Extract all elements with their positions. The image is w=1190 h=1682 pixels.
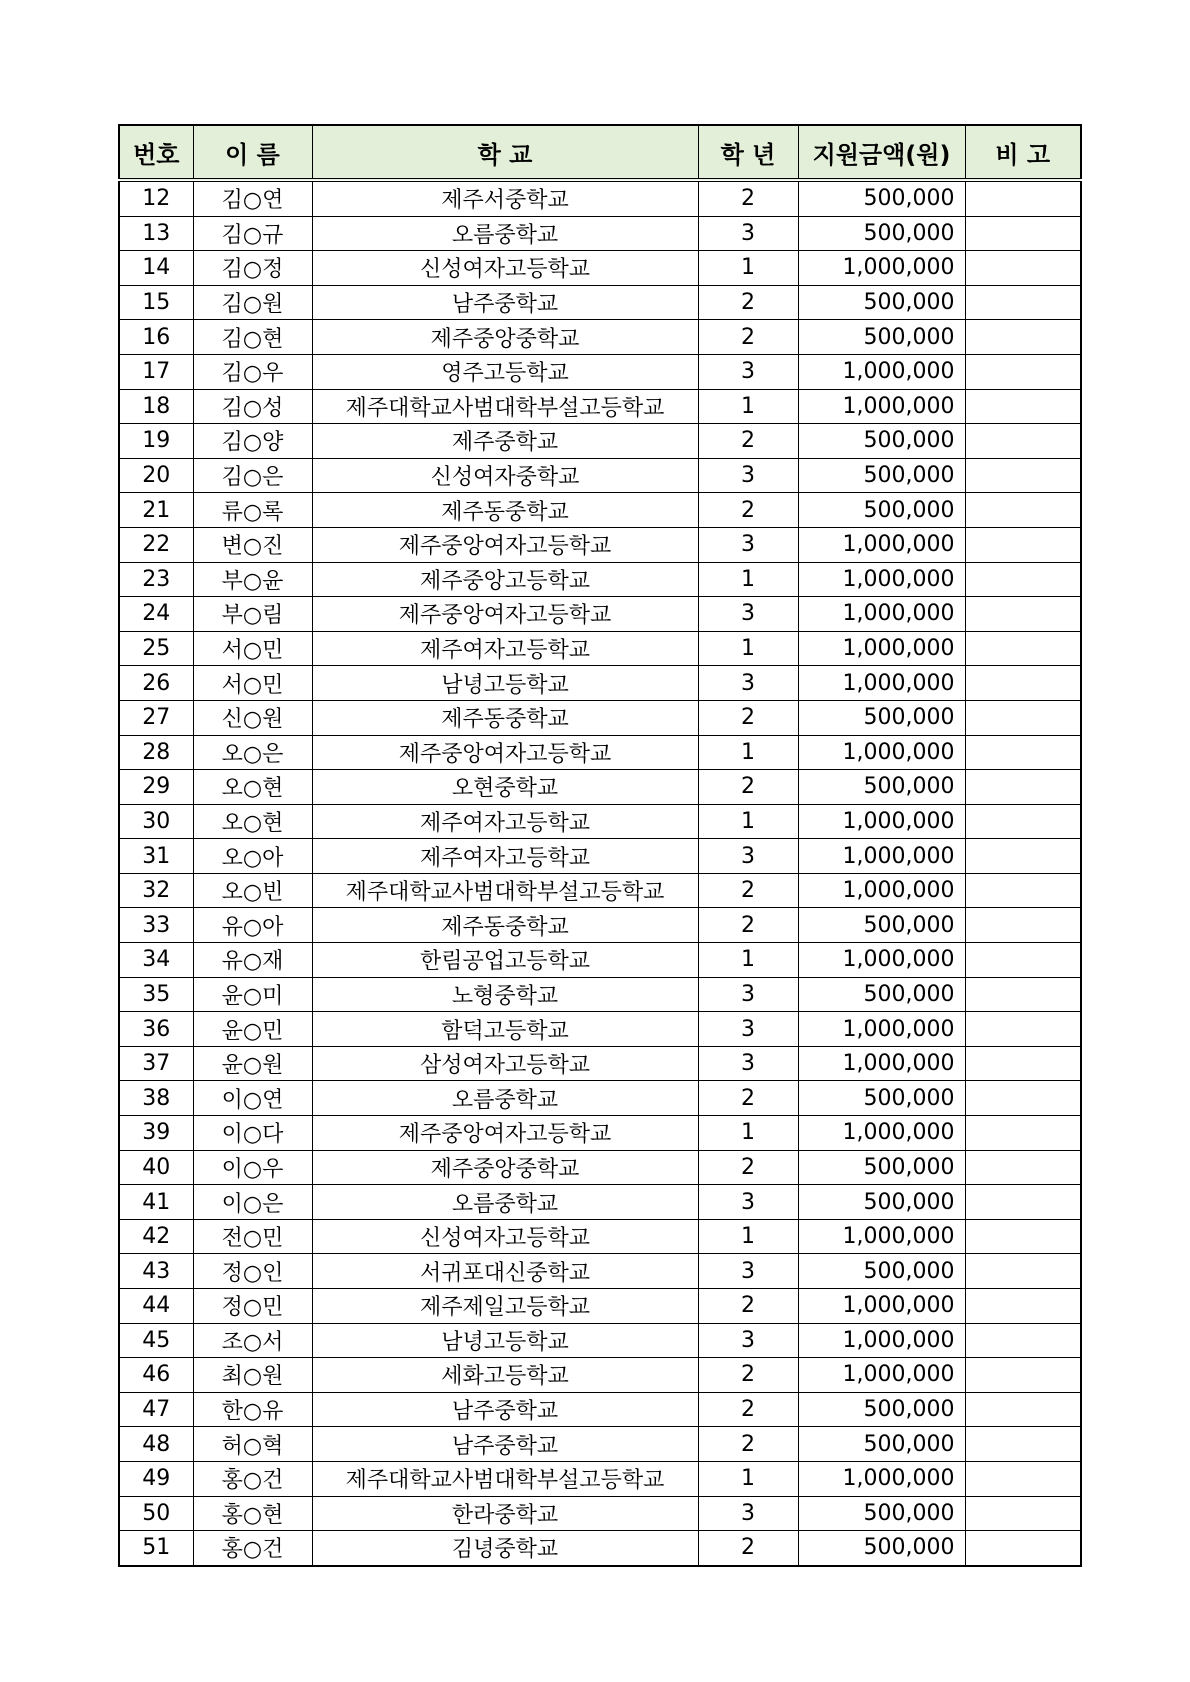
cell-note xyxy=(965,1289,1081,1324)
cell-grade: 3 xyxy=(698,527,798,562)
cell-school: 신성여자고등학교 xyxy=(312,251,698,286)
cell-school: 신성여자고등학교 xyxy=(312,1219,698,1254)
cell-note xyxy=(965,666,1081,701)
cell-number: 32 xyxy=(119,873,193,908)
cell-school: 세화고등학교 xyxy=(312,1358,698,1393)
cell-note xyxy=(965,1531,1081,1566)
cell-grade: 3 xyxy=(698,977,798,1012)
cell-amount: 1,000,000 xyxy=(798,1461,965,1496)
cell-name: 홍○건 xyxy=(193,1531,312,1566)
table-row xyxy=(119,666,1081,701)
cell-note xyxy=(965,251,1081,286)
cell-amount: 1,000,000 xyxy=(798,1219,965,1254)
cell-school: 제주동중학교 xyxy=(312,493,698,528)
cell-note xyxy=(965,1150,1081,1185)
table-row xyxy=(119,1012,1081,1047)
cell-note xyxy=(965,943,1081,978)
cell-name: 이○우 xyxy=(193,1150,312,1185)
cell-name: 오○현 xyxy=(193,770,312,805)
cell-amount: 1,000,000 xyxy=(798,354,965,389)
cell-grade: 2 xyxy=(698,873,798,908)
cell-school: 제주여자고등학교 xyxy=(312,839,698,874)
cell-school: 제주여자고등학교 xyxy=(312,631,698,666)
cell-grade: 2 xyxy=(698,424,798,459)
cell-school: 남주중학교 xyxy=(312,1392,698,1427)
cell-amount: 500,000 xyxy=(798,493,965,528)
cell-number: 35 xyxy=(119,977,193,1012)
cell-school: 제주제일고등학교 xyxy=(312,1289,698,1324)
cell-note xyxy=(965,424,1081,459)
cell-grade: 2 xyxy=(698,320,798,355)
cell-amount: 1,000,000 xyxy=(798,1012,965,1047)
cell-number: 23 xyxy=(119,562,193,597)
cell-note xyxy=(965,1116,1081,1151)
cell-grade: 1 xyxy=(698,1219,798,1254)
cell-number: 17 xyxy=(119,354,193,389)
cell-note xyxy=(965,1185,1081,1220)
cell-note xyxy=(965,1496,1081,1531)
table-row xyxy=(119,562,1081,597)
table-body xyxy=(119,180,1081,1566)
cell-school: 오름중학교 xyxy=(312,1081,698,1116)
cell-note xyxy=(965,180,1081,216)
cell-name: 조○서 xyxy=(193,1323,312,1358)
cell-number: 16 xyxy=(119,320,193,355)
cell-number: 41 xyxy=(119,1185,193,1220)
cell-amount: 1,000,000 xyxy=(798,1289,965,1324)
cell-note xyxy=(965,562,1081,597)
cell-amount: 500,000 xyxy=(798,1254,965,1289)
cell-note xyxy=(965,839,1081,874)
cell-name: 부○윤 xyxy=(193,562,312,597)
cell-note xyxy=(965,1358,1081,1393)
cell-school: 오름중학교 xyxy=(312,216,698,251)
header-number: 번호 xyxy=(119,125,193,180)
cell-name: 류○록 xyxy=(193,493,312,528)
cell-name: 신○원 xyxy=(193,700,312,735)
cell-name: 정○민 xyxy=(193,1289,312,1324)
cell-school: 제주중앙여자고등학교 xyxy=(312,597,698,632)
cell-school: 제주서중학교 xyxy=(312,180,698,216)
cell-number: 22 xyxy=(119,527,193,562)
cell-amount: 1,000,000 xyxy=(798,562,965,597)
cell-number: 28 xyxy=(119,735,193,770)
cell-school: 오름중학교 xyxy=(312,1185,698,1220)
cell-amount: 500,000 xyxy=(798,180,965,216)
cell-name: 김○성 xyxy=(193,389,312,424)
table-row xyxy=(119,285,1081,320)
cell-grade: 3 xyxy=(698,1185,798,1220)
cell-name: 부○림 xyxy=(193,597,312,632)
cell-school: 오현중학교 xyxy=(312,770,698,805)
cell-school: 한라중학교 xyxy=(312,1496,698,1531)
cell-note xyxy=(965,1461,1081,1496)
cell-name: 윤○미 xyxy=(193,977,312,1012)
table-row xyxy=(119,1323,1081,1358)
cell-amount: 500,000 xyxy=(798,1427,965,1462)
cell-school: 남녕고등학교 xyxy=(312,666,698,701)
cell-amount: 1,000,000 xyxy=(798,804,965,839)
header-row xyxy=(119,125,1081,180)
table-row xyxy=(119,908,1081,943)
table-row xyxy=(119,458,1081,493)
cell-number: 26 xyxy=(119,666,193,701)
cell-number: 25 xyxy=(119,631,193,666)
cell-note xyxy=(965,1323,1081,1358)
cell-school: 제주중앙여자고등학교 xyxy=(312,527,698,562)
cell-note xyxy=(965,1254,1081,1289)
cell-amount: 500,000 xyxy=(798,700,965,735)
cell-number: 46 xyxy=(119,1358,193,1393)
cell-amount: 1,000,000 xyxy=(798,631,965,666)
cell-school: 제주중앙중학교 xyxy=(312,1150,698,1185)
cell-grade: 3 xyxy=(698,1046,798,1081)
cell-name: 김○양 xyxy=(193,424,312,459)
cell-amount: 500,000 xyxy=(798,908,965,943)
cell-school: 제주여자고등학교 xyxy=(312,804,698,839)
cell-number: 31 xyxy=(119,839,193,874)
cell-note xyxy=(965,1219,1081,1254)
cell-note xyxy=(965,320,1081,355)
cell-note xyxy=(965,1427,1081,1462)
cell-note xyxy=(965,1081,1081,1116)
table-row xyxy=(119,804,1081,839)
cell-amount: 500,000 xyxy=(798,1185,965,1220)
table-row xyxy=(119,1531,1081,1566)
cell-school: 제주중앙고등학교 xyxy=(312,562,698,597)
cell-amount: 500,000 xyxy=(798,285,965,320)
cell-number: 48 xyxy=(119,1427,193,1462)
cell-name: 서○민 xyxy=(193,631,312,666)
cell-name: 김○규 xyxy=(193,216,312,251)
cell-grade: 3 xyxy=(698,1254,798,1289)
cell-number: 27 xyxy=(119,700,193,735)
cell-name: 전○민 xyxy=(193,1219,312,1254)
cell-name: 허○혁 xyxy=(193,1427,312,1462)
cell-name: 한○유 xyxy=(193,1392,312,1427)
cell-school: 제주중학교 xyxy=(312,424,698,459)
cell-number: 34 xyxy=(119,943,193,978)
cell-number: 47 xyxy=(119,1392,193,1427)
cell-name: 서○민 xyxy=(193,666,312,701)
table-row xyxy=(119,700,1081,735)
cell-number: 30 xyxy=(119,804,193,839)
cell-name: 김○현 xyxy=(193,320,312,355)
table-row xyxy=(119,1219,1081,1254)
cell-name: 홍○현 xyxy=(193,1496,312,1531)
cell-note xyxy=(965,631,1081,666)
cell-grade: 2 xyxy=(698,770,798,805)
cell-name: 변○진 xyxy=(193,527,312,562)
cell-name: 정○인 xyxy=(193,1254,312,1289)
cell-name: 윤○원 xyxy=(193,1046,312,1081)
cell-grade: 3 xyxy=(698,1323,798,1358)
header-amount: 지원금액(원) xyxy=(798,125,965,180)
cell-amount: 1,000,000 xyxy=(798,1046,965,1081)
cell-name: 김○은 xyxy=(193,458,312,493)
cell-note xyxy=(965,908,1081,943)
cell-note xyxy=(965,1046,1081,1081)
cell-grade: 2 xyxy=(698,1081,798,1116)
cell-name: 윤○민 xyxy=(193,1012,312,1047)
cell-amount: 1,000,000 xyxy=(798,873,965,908)
table-row xyxy=(119,597,1081,632)
cell-note xyxy=(965,597,1081,632)
cell-name: 이○연 xyxy=(193,1081,312,1116)
cell-note xyxy=(965,458,1081,493)
cell-number: 43 xyxy=(119,1254,193,1289)
cell-number: 40 xyxy=(119,1150,193,1185)
cell-number: 21 xyxy=(119,493,193,528)
cell-amount: 1,000,000 xyxy=(798,943,965,978)
cell-note xyxy=(965,493,1081,528)
cell-amount: 1,000,000 xyxy=(798,389,965,424)
cell-note xyxy=(965,1392,1081,1427)
table-row xyxy=(119,424,1081,459)
cell-name: 이○은 xyxy=(193,1185,312,1220)
cell-grade: 3 xyxy=(698,839,798,874)
cell-amount: 500,000 xyxy=(798,1392,965,1427)
cell-school: 제주동중학교 xyxy=(312,700,698,735)
cell-number: 44 xyxy=(119,1289,193,1324)
cell-grade: 3 xyxy=(698,597,798,632)
table-row xyxy=(119,251,1081,286)
table-row xyxy=(119,1254,1081,1289)
cell-name: 유○재 xyxy=(193,943,312,978)
cell-amount: 1,000,000 xyxy=(798,1358,965,1393)
cell-school: 제주대학교사범대학부설고등학교 xyxy=(312,1461,698,1496)
cell-number: 37 xyxy=(119,1046,193,1081)
cell-name: 김○정 xyxy=(193,251,312,286)
table-row xyxy=(119,1081,1081,1116)
cell-grade: 1 xyxy=(698,631,798,666)
cell-amount: 1,000,000 xyxy=(798,666,965,701)
cell-note xyxy=(965,804,1081,839)
table-row xyxy=(119,1185,1081,1220)
cell-school: 제주중앙여자고등학교 xyxy=(312,735,698,770)
cell-number: 33 xyxy=(119,908,193,943)
table-row xyxy=(119,631,1081,666)
table-row xyxy=(119,1496,1081,1531)
table-row xyxy=(119,977,1081,1012)
cell-school: 노형중학교 xyxy=(312,977,698,1012)
table-row xyxy=(119,873,1081,908)
cell-amount: 500,000 xyxy=(798,977,965,1012)
cell-note xyxy=(965,354,1081,389)
cell-grade: 2 xyxy=(698,1150,798,1185)
cell-note xyxy=(965,977,1081,1012)
cell-grade: 1 xyxy=(698,735,798,770)
cell-number: 12 xyxy=(119,180,193,216)
cell-grade: 3 xyxy=(698,1496,798,1531)
cell-name: 오○아 xyxy=(193,839,312,874)
table-row xyxy=(119,1150,1081,1185)
cell-name: 오○현 xyxy=(193,804,312,839)
cell-grade: 1 xyxy=(698,1461,798,1496)
cell-number: 15 xyxy=(119,285,193,320)
table-row xyxy=(119,770,1081,805)
table-header xyxy=(119,125,1081,180)
table-row xyxy=(119,1358,1081,1393)
cell-grade: 2 xyxy=(698,180,798,216)
cell-note xyxy=(965,700,1081,735)
table-row xyxy=(119,1427,1081,1462)
cell-school: 제주중앙여자고등학교 xyxy=(312,1116,698,1151)
cell-name: 홍○건 xyxy=(193,1461,312,1496)
cell-grade: 2 xyxy=(698,1427,798,1462)
cell-amount: 1,000,000 xyxy=(798,597,965,632)
cell-number: 38 xyxy=(119,1081,193,1116)
cell-grade: 1 xyxy=(698,562,798,597)
cell-amount: 500,000 xyxy=(798,320,965,355)
table-row xyxy=(119,320,1081,355)
cell-grade: 3 xyxy=(698,1012,798,1047)
cell-number: 36 xyxy=(119,1012,193,1047)
cell-school: 함덕고등학교 xyxy=(312,1012,698,1047)
cell-number: 14 xyxy=(119,251,193,286)
cell-grade: 1 xyxy=(698,1116,798,1151)
cell-grade: 1 xyxy=(698,804,798,839)
table-row xyxy=(119,1116,1081,1151)
header-grade: 학 년 xyxy=(698,125,798,180)
cell-number: 51 xyxy=(119,1531,193,1566)
cell-amount: 1,000,000 xyxy=(798,527,965,562)
cell-note xyxy=(965,1012,1081,1047)
cell-school: 남주중학교 xyxy=(312,1427,698,1462)
cell-amount: 500,000 xyxy=(798,424,965,459)
cell-grade: 2 xyxy=(698,493,798,528)
cell-name: 김○우 xyxy=(193,354,312,389)
cell-amount: 500,000 xyxy=(798,216,965,251)
cell-note xyxy=(965,527,1081,562)
table-row xyxy=(119,527,1081,562)
table-row xyxy=(119,943,1081,978)
cell-school: 제주대학교사범대학부설고등학교 xyxy=(312,389,698,424)
table-row xyxy=(119,180,1081,216)
table-row xyxy=(119,1046,1081,1081)
header-school: 학 교 xyxy=(312,125,698,180)
header-note: 비 고 xyxy=(965,125,1081,180)
table-row xyxy=(119,354,1081,389)
cell-grade: 3 xyxy=(698,354,798,389)
cell-note xyxy=(965,216,1081,251)
cell-amount: 1,000,000 xyxy=(798,251,965,286)
cell-school: 제주동중학교 xyxy=(312,908,698,943)
cell-amount: 500,000 xyxy=(798,1081,965,1116)
cell-number: 42 xyxy=(119,1219,193,1254)
cell-number: 50 xyxy=(119,1496,193,1531)
cell-name: 김○원 xyxy=(193,285,312,320)
cell-note xyxy=(965,770,1081,805)
cell-name: 오○빈 xyxy=(193,873,312,908)
cell-amount: 1,000,000 xyxy=(798,1116,965,1151)
cell-note xyxy=(965,873,1081,908)
cell-grade: 2 xyxy=(698,1358,798,1393)
table-row xyxy=(119,735,1081,770)
cell-school: 김녕중학교 xyxy=(312,1531,698,1566)
cell-number: 49 xyxy=(119,1461,193,1496)
cell-school: 신성여자중학교 xyxy=(312,458,698,493)
cell-amount: 500,000 xyxy=(798,1496,965,1531)
cell-school: 서귀포대신중학교 xyxy=(312,1254,698,1289)
table-row xyxy=(119,839,1081,874)
cell-amount: 500,000 xyxy=(798,1150,965,1185)
table-row xyxy=(119,389,1081,424)
cell-note xyxy=(965,389,1081,424)
cell-grade: 2 xyxy=(698,908,798,943)
cell-amount: 1,000,000 xyxy=(798,1323,965,1358)
cell-name: 이○다 xyxy=(193,1116,312,1151)
cell-amount: 500,000 xyxy=(798,1531,965,1566)
cell-number: 39 xyxy=(119,1116,193,1151)
cell-grade: 3 xyxy=(698,216,798,251)
cell-grade: 1 xyxy=(698,389,798,424)
cell-school: 한림공업고등학교 xyxy=(312,943,698,978)
cell-grade: 1 xyxy=(698,943,798,978)
cell-school: 제주대학교사범대학부설고등학교 xyxy=(312,873,698,908)
cell-school: 삼성여자고등학교 xyxy=(312,1046,698,1081)
cell-note xyxy=(965,735,1081,770)
cell-amount: 1,000,000 xyxy=(798,735,965,770)
cell-grade: 2 xyxy=(698,1392,798,1427)
cell-amount: 1,000,000 xyxy=(798,839,965,874)
cell-name: 유○아 xyxy=(193,908,312,943)
cell-grade: 3 xyxy=(698,458,798,493)
cell-note xyxy=(965,285,1081,320)
cell-number: 29 xyxy=(119,770,193,805)
cell-name: 오○은 xyxy=(193,735,312,770)
cell-grade: 3 xyxy=(698,666,798,701)
cell-school: 남주중학교 xyxy=(312,285,698,320)
table-row xyxy=(119,1289,1081,1324)
table-row xyxy=(119,493,1081,528)
cell-school: 제주중앙중학교 xyxy=(312,320,698,355)
cell-school: 남녕고등학교 xyxy=(312,1323,698,1358)
cell-number: 13 xyxy=(119,216,193,251)
cell-grade: 2 xyxy=(698,285,798,320)
header-name: 이 름 xyxy=(193,125,312,180)
cell-name: 최○원 xyxy=(193,1358,312,1393)
cell-number: 19 xyxy=(119,424,193,459)
cell-number: 18 xyxy=(119,389,193,424)
cell-name: 김○연 xyxy=(193,180,312,216)
cell-number: 45 xyxy=(119,1323,193,1358)
cell-school: 영주고등학교 xyxy=(312,354,698,389)
table-row xyxy=(119,216,1081,251)
cell-grade: 1 xyxy=(698,251,798,286)
cell-amount: 500,000 xyxy=(798,458,965,493)
table-row xyxy=(119,1461,1081,1496)
cell-amount: 500,000 xyxy=(798,770,965,805)
scholarship-recipients-table xyxy=(118,124,1082,1567)
cell-grade: 2 xyxy=(698,1531,798,1566)
table-row xyxy=(119,1392,1081,1427)
cell-number: 20 xyxy=(119,458,193,493)
cell-grade: 2 xyxy=(698,1289,798,1324)
cell-grade: 2 xyxy=(698,700,798,735)
cell-number: 24 xyxy=(119,597,193,632)
